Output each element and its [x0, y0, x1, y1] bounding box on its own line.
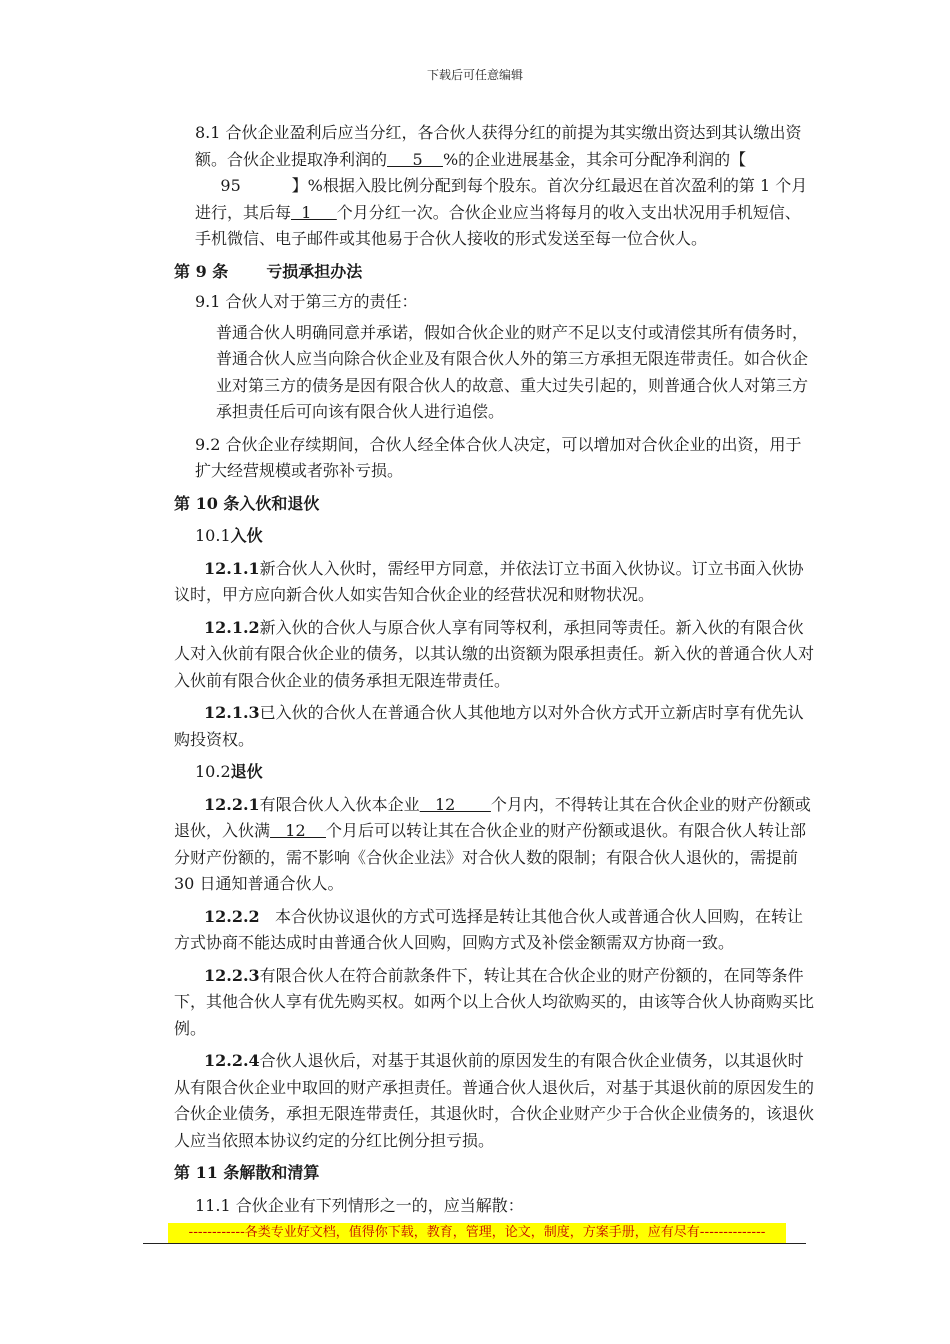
clause-12-2-3: 12.2.3有限合伙人在符合前款条件下，转让其在合伙企业的财产份额的，在同等条件下，其他合伙人享有优先购买权。如两个以上合伙人均欲购买的，由该等合伙人协商购买比例。: [174, 965, 815, 1038]
blank-lockup-months: 12: [419, 794, 491, 814]
blank-dividend-months: 1: [291, 202, 337, 222]
clause-8-1: 8.1 合伙企业盈利后应当分红，各合伙人获得分红的前提为其实缴出资达到其认缴出资额。合伙企业提取净利润的 5 %的企业进展基金，其余可分配净利润的【 95 】%根据入股比例分配到每个股东。首次分红最迟在首次盈利的第 1 个月进行，其后每 1 个月分红一次。合伙企业应当将每月的收入支出状况用手机短信、手机微信、电子邮件或其他易于合伙人接收的形式发送至每一位合伙人。: [195, 123, 808, 248]
footer-banner: ------------各类专业好文档，值得你下载，教育，管理，论文，制度，方案手册，应有尽有--------------: [168, 1223, 786, 1243]
article-10-heading: 第 10 条入伙和退伙: [174, 493, 320, 513]
clause-9-1-body: 普通合伙人明确同意并承诺，假如合伙企业的财产不足以支付或清偿其所有债务时，普通合伙人应当向除合伙企业及有限合伙人外的第三方承担无限连带责任。如合伙企业对第三方的债务是因有限合伙人的故意、重大过失引起的，则普通合伙人对第三方承担责任后可向该有限合伙人进行追偿。: [216, 322, 809, 421]
clause-12-2-4: 12.2.4合伙人退伙后，对基于其退伙前的原因发生的有限合伙企业债务，以其退伙时从有限合伙企业中取回的财产承担责任。普通合伙人退伙后，对基于其退伙前的原因发生的合伙企业债务，承担无限连带责任，其退伙时，合伙企业财产少于合伙企业债务的，该退伙人应当依照本协议约定的分红比例分担亏损。: [174, 1051, 815, 1150]
blank-distribution-percent: 95: [195, 176, 292, 195]
clause-12-2-2: 12.2.2 本合伙协议退伙的方式可选择是转让其他合伙人或普通合伙人回购，在转让方式协商不能达成时由普通合伙人回购，回购方式及补偿金额需双方协商一致。: [174, 906, 803, 952]
section-10-1-heading: 10.1入伙: [195, 526, 263, 545]
clause-12-1-3: 12.1.3已入伙的合伙人在普通合伙人其他地方以对外合伙方式开立新店时享有优先认购投资权。: [174, 703, 804, 749]
article-11-heading: 第 11 条解散和清算: [174, 1163, 320, 1182]
footer-divider: [143, 1243, 806, 1244]
clause-9-2: 9.2 合伙企业存续期间，合伙人经全体合伙人决定，可以增加对合伙企业的出资，用于扩大经营规模或者弥补亏损。: [195, 434, 802, 480]
document-body: [174, 120, 814, 1219]
clause-9-1: 9.1 合伙人对于第三方的责任：: [195, 292, 418, 311]
page-header: 下载后可任意编辑: [426, 68, 523, 82]
clause-11-1: 11.1 合伙企业有下列情形之一的，应当解散：: [195, 1195, 524, 1215]
clause-12-2-1: 12.2.1有限合伙人入伙本企业 12 个月内，不得转让其在合伙企业的财产份额或退伙，入伙满 12 个月后可以转让其在合伙企业的财产份额或退伙。有限合伙人转让部分财产份额的，需不影响《合伙企业法》对合伙人数的限制；有限合伙人退伙的，需提前 30 日通知普通合伙人。: [174, 794, 811, 893]
section-10-2-heading: 10.2退伙: [195, 762, 263, 781]
clause-12-1-2: 12.1.2新入伙的合伙人与原合伙人享有同等权利，承担同等责任。新入伙的有限合伙人对入伙前有限合伙企业的债务，以其认缴的出资额为限承担责任。新入伙的普通合伙人对入伙前有限合伙企业的债务承担无限连带责任。: [174, 617, 815, 690]
blank-transfer-months: 12: [270, 821, 326, 840]
clause-12-1-1: 12.1.1新合伙人入伙时，需经甲方同意，并依法订立书面入伙协议。订立书面入伙协议时，甲方应向新合伙人如实告知合伙企业的经营状况和财物状况。: [174, 558, 804, 604]
blank-fund-percent: 5: [387, 149, 443, 169]
article-9-heading: 第 9 条 亏损承担办法: [174, 261, 363, 281]
